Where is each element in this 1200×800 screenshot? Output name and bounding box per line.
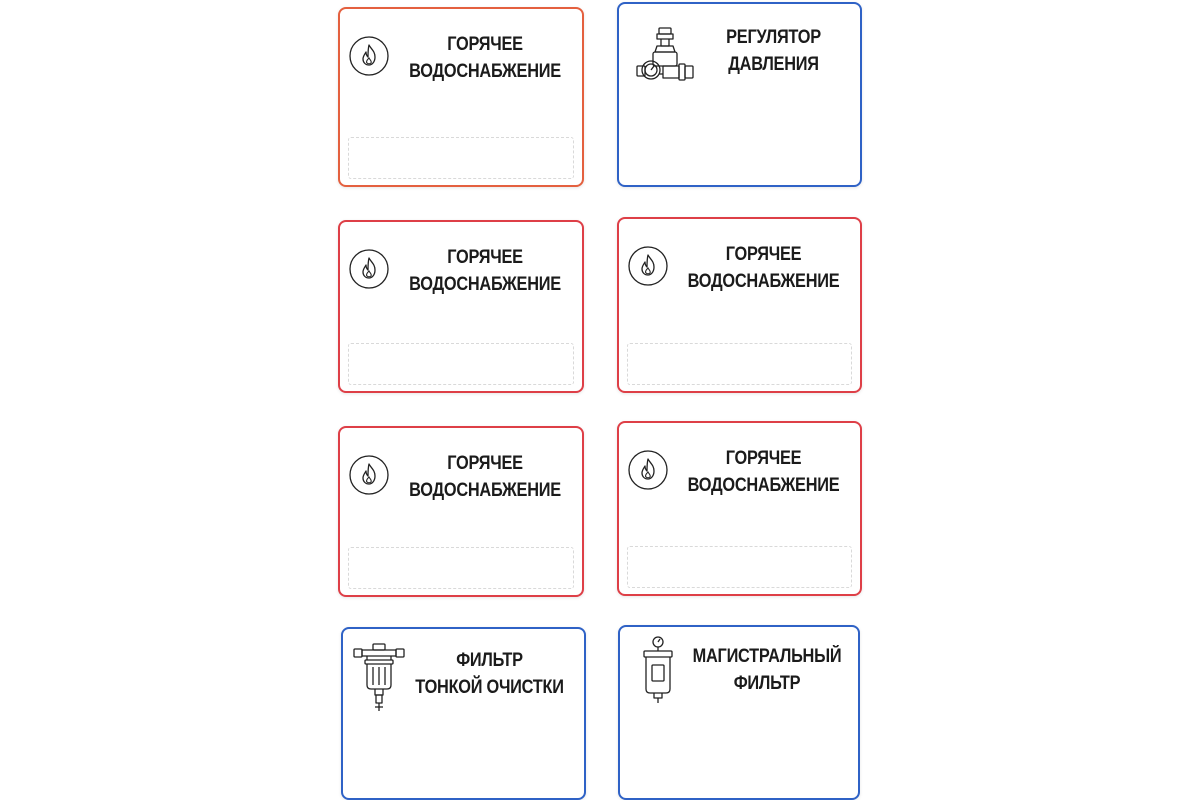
sticker-hot-water-supply — [338, 220, 584, 393]
flame-icon — [348, 248, 390, 290]
sticker-title — [407, 450, 564, 504]
write-in-field — [348, 343, 574, 385]
sticker-title-line1: ГОРЯЧЕЕ — [725, 244, 802, 265]
sticker-title-line1: ГОРЯЧЕЕ — [447, 247, 523, 268]
sticker-hot-water-supply — [338, 7, 584, 187]
sticker-fine-filter — [341, 627, 586, 800]
write-in-field — [627, 546, 852, 588]
sticker-title — [690, 643, 843, 697]
flame-icon — [348, 35, 390, 77]
sticker-title-line2: ВОДОСНАБЖЕНИЕ — [409, 274, 561, 295]
sticker-title — [709, 24, 837, 78]
sticker-title — [407, 244, 564, 298]
sticker-title-line1: РЕГУЛЯТОР — [726, 27, 821, 48]
sticker-title-line1: ФИЛЬТР — [456, 650, 523, 671]
sticker-title-line1: ГОРЯЧЕЕ — [447, 453, 523, 474]
write-in-field — [348, 547, 574, 589]
sticker-title-line2: ВОДОСНАБЖЕНИЕ — [687, 271, 840, 292]
sticker-hot-water-supply — [617, 217, 862, 393]
sticker-title — [686, 445, 842, 499]
sticker-title-line2: ВОДОСНАБЖЕНИЕ — [687, 475, 840, 496]
sticker-hot-water-supply — [338, 426, 584, 597]
sticker-title — [407, 31, 564, 85]
sticker-title-line2: ВОДОСНАБЖЕНИЕ — [409, 480, 561, 501]
sticker-title-line2: ВОДОСНАБЖЕНИЕ — [409, 61, 561, 82]
sticker-hot-water-supply — [617, 421, 862, 596]
sticker-title-line2: ФИЛЬТР — [733, 673, 801, 694]
sticker-title — [410, 647, 569, 701]
flame-icon — [627, 449, 669, 491]
main-filter-icon — [640, 635, 676, 705]
sticker-title-line2: ТОНКОЙ ОЧИСТКИ — [415, 677, 564, 698]
sticker-title-line1: ГОРЯЧЕЕ — [725, 448, 802, 469]
sticker-title — [686, 241, 842, 295]
flame-icon — [348, 454, 390, 496]
sticker-pressure-regulator — [617, 2, 862, 187]
sticker-title-line1: ГОРЯЧЕЕ — [447, 34, 523, 55]
sticker-main-filter — [618, 625, 860, 800]
sticker-title-line1: МАГИСТРАЛЬНЫЙ — [692, 646, 842, 667]
write-in-field — [627, 343, 852, 385]
pressure-regulator-icon — [635, 26, 695, 88]
sticker-title-line2: ДАВЛЕНИЯ — [728, 54, 819, 75]
fine-filter-icon — [353, 641, 405, 713]
write-in-field — [348, 137, 574, 179]
flame-icon — [627, 245, 669, 287]
